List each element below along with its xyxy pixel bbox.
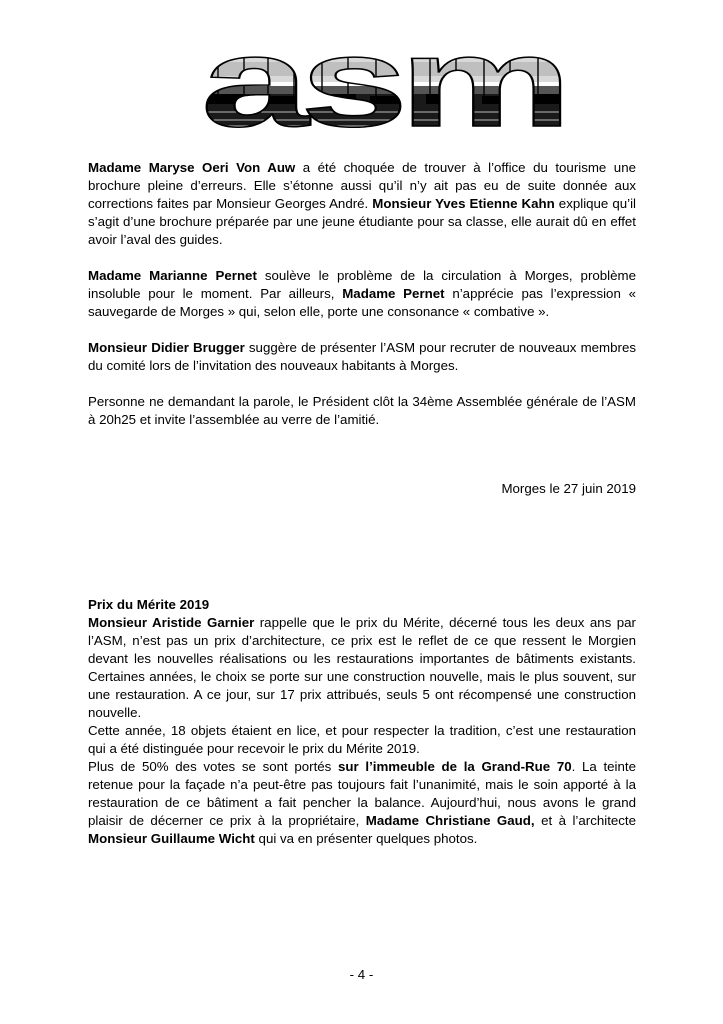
text-run: et à l’architecte <box>534 813 637 828</box>
bold-name: sur l’immeuble de la Grand-Rue 70 <box>338 759 572 774</box>
bold-name: Madame Pernet <box>342 286 445 301</box>
paragraph <box>88 393 636 429</box>
page-number: - 4 - <box>349 967 374 982</box>
bold-name: Madame Maryse Oeri Von Auw <box>88 160 296 175</box>
bold-name: Monsieur Yves Etienne Kahn <box>372 196 555 211</box>
bold-name: Madame Christiane Gaud, <box>365 813 535 828</box>
paragraph <box>88 758 636 848</box>
date-line: Morges le 27 juin 2019 <box>501 481 636 496</box>
asm-logo <box>198 42 566 130</box>
text-run: suggère de présenter l’ASM pour recruter de nouveaux membres du comité lors de l’invitation des nouveaux habitants à Morges. <box>88 340 636 373</box>
assembly-notes <box>88 159 636 447</box>
text-run: n’apprécie pas l’expression « sauvegarde de Morges » qui, selon elle, porte une consonance « combative ». <box>88 286 636 319</box>
asm-logo-text: asm <box>201 42 563 130</box>
text-run: a été choquée de trouver à l’office du tourisme une brochure pleine d’erreurs. Elle s’étonne aussi qu’il n’y ait pas eu de suite donnée aux corrections faites par Monsieur Georges André. <box>88 160 636 211</box>
bold-name: Monsieur Aristide Garnier <box>88 615 255 630</box>
text-run: Personne ne demandant la parole, le Président clôt la 34ème Assemblée générale de l’ASM à 20h25 et invite l’assemblée au verre de l’amitié. <box>88 394 636 427</box>
prix-du-merite-section <box>88 596 636 848</box>
paragraph <box>88 614 636 722</box>
bold-name: Monsieur Guillaume Wicht <box>88 831 255 846</box>
text-run: . La teinte retenue pour la façade n’a peut-être pas toujours fait l’unanimité, mais le soin apporté à la restauration de ce bâtiment a fait pencher la balance. Aujourd’hui, nous avons le grand plaisir de décerner ce prix à la propriétaire, <box>88 759 636 828</box>
text-run: qui va en présenter quelques photos. <box>254 831 478 846</box>
paragraph <box>88 267 636 321</box>
paragraph <box>88 722 636 758</box>
bold-name: Monsieur Didier Brugger <box>88 340 245 355</box>
bold-name: Madame Marianne Pernet <box>88 268 257 283</box>
text-run: Cette année, 18 objets étaient en lice, et pour respecter la tradition, c’est une restauration qui a été distinguée pour recevoir le prix du Mérite 2019. <box>88 723 636 756</box>
paragraph <box>88 159 636 249</box>
text-run: Plus de 50% des votes se sont portés <box>88 759 339 774</box>
text-run: soulève le problème de la circulation à Morges, problème insoluble pour le moment. Par ailleurs, <box>88 268 636 301</box>
text-run: rappelle que le prix du Mérite, décerné tous les deux ans par l’ASM, n’est pas un prix d’architecture, ce prix est le reflet de ce que ressent le Morgien devant les nouvelles réalisations ou les restaurations importantes de bâtiments existants. Certaines années, le choix se porte sur une construction nouvelle, mais le plus souvent, sur une restauration. A ce jour, sur 17 prix attribués, seuls 5 ont récompensé une construction nouvelle. <box>88 615 636 720</box>
prix-paragraphs <box>88 614 636 848</box>
paragraph <box>88 339 636 375</box>
text-run: explique qu’il s’agit d’une brochure préparée par une jeune étudiante pour sa classe, elle aurait dû en effet avoir l’aval des guides. <box>88 196 636 247</box>
section-heading: Prix du Mérite 2019 <box>88 597 210 612</box>
